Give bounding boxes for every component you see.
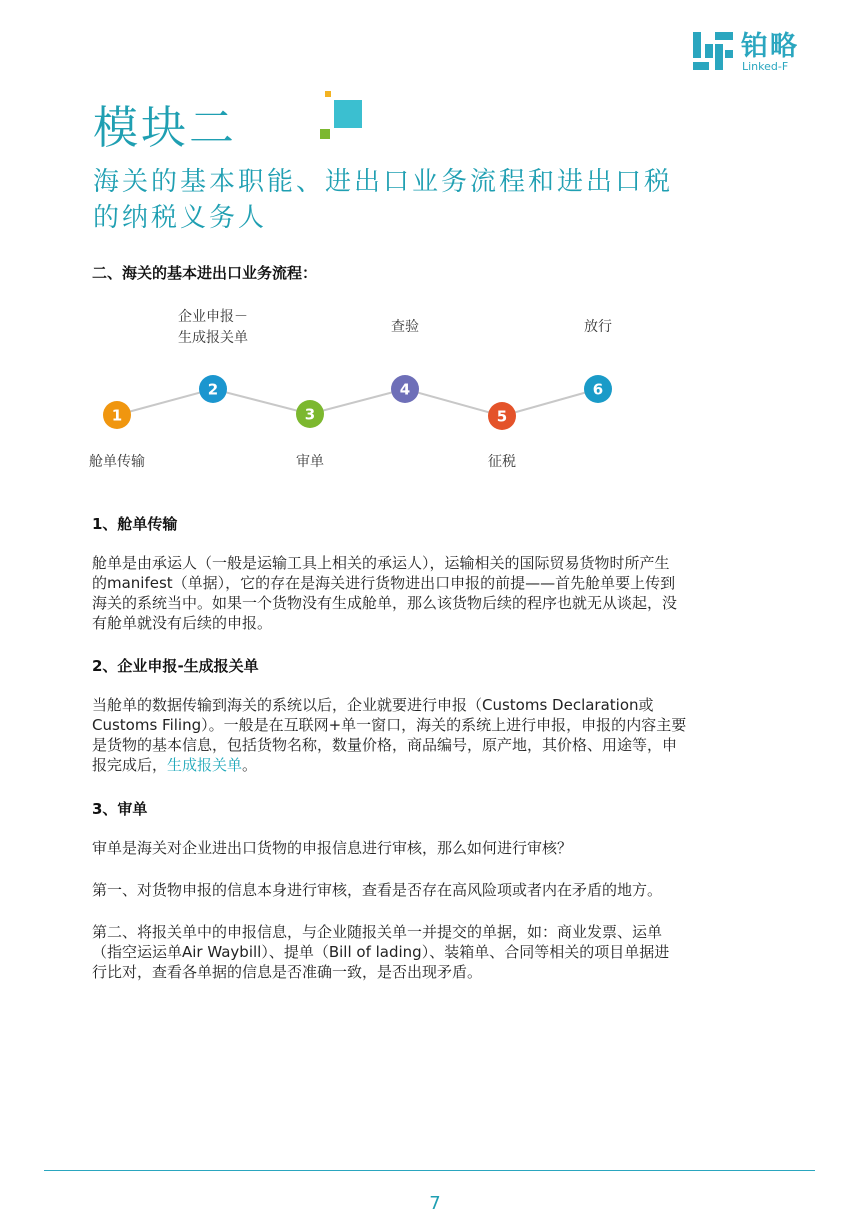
s1-paragraph	[92, 553, 792, 633]
s2-heading: 2、企业申报-生成报关单	[92, 657, 259, 675]
s2-line-4-c: 。	[242, 756, 258, 774]
flow-step-1-label: 舱单传输	[89, 454, 145, 470]
subtitle-line-1: 海关的基本职能、进出口业务流程和进出口税	[93, 167, 674, 197]
flow-step-1-node	[103, 401, 131, 429]
flow-step-4-node	[391, 375, 419, 403]
s3-paragraph-1: 审单是海关对企业进出口货物的申报信息进行审核，那么如何进行审核？	[92, 839, 573, 857]
brand-logo	[693, 30, 813, 74]
flow-connector-line	[117, 389, 598, 416]
s1-heading: 1、舱单传输	[92, 515, 178, 533]
svg-text:2: 2	[207, 380, 219, 399]
s3-paragraph-2: 第一、对货物申报的信息本身进行审核，查看是否存在高风险项或者内在矛盾的地方。	[92, 881, 663, 899]
flow-step-5-label: 征税	[488, 454, 516, 470]
s2-highlight-text: 生成报关单	[167, 756, 243, 774]
page-number: 7	[429, 1193, 441, 1214]
svg-text:1: 1	[111, 406, 123, 425]
svg-text:4: 4	[399, 380, 411, 399]
s2-paragraph	[92, 695, 792, 775]
s2-line-4	[92, 755, 792, 775]
decor-square-small	[325, 91, 331, 97]
brand-name-en: Linked-F	[742, 60, 789, 73]
decor-square-large	[334, 100, 362, 128]
s1-line-1: 舱单是由承运人（一般是运输工具上相关的承运人），运输相关的国际贸易货物时所产生	[92, 554, 670, 572]
s1-line-2: 的manifest（单据），它的存在是海关进行货物进出口申报的前提——首先舱单要上传到	[92, 574, 676, 592]
subtitle-line-2: 的纳税义务人	[93, 203, 268, 233]
flow-step-4-label: 查验	[391, 319, 419, 335]
svg-text:5: 5	[496, 407, 508, 426]
footer-divider	[44, 1170, 815, 1171]
flow-step-2-label-line2: 生成报关单	[178, 330, 248, 346]
flow-step-3-node	[296, 400, 324, 428]
section-heading: 二、海关的基本进出口业务流程：	[92, 264, 318, 282]
svg-text:3: 3	[304, 405, 316, 424]
s3-paragraph-3	[92, 922, 792, 982]
flow-step-2-node	[199, 375, 227, 403]
svg-text:6: 6	[592, 380, 604, 399]
module-title: 模块二	[93, 101, 238, 154]
flow-step-2-label	[163, 307, 263, 349]
flow-step-5-node	[488, 402, 516, 430]
brand-name-cn: 铂略	[741, 31, 799, 62]
s3-p3-line-2: （指空运运单Air Waybill）、提单（Bill of lading）、装箱单、合同等相关的项目单据进	[92, 943, 670, 961]
flow-step-6-label: 放行	[584, 319, 612, 335]
s2-line-3: 是货物的基本信息，包括货物名称，数量价格，商品编号，原产地，其价格、用途等，申	[92, 736, 678, 754]
process-flow-diagram	[0, 300, 850, 490]
s3-heading: 3、审单	[92, 800, 148, 818]
s1-line-3: 海关的系统当中。如果一个货物没有生成舱单，那么该货物后续的程序也就无从谈起，没	[92, 594, 678, 612]
s3-p3-line-3: 行比对，查看各单据的信息是否准确一致，是否出现矛盾。	[92, 963, 483, 981]
flow-step-3-label: 审单	[296, 454, 324, 470]
s2-line-1: 当舱单的数据传输到海关的系统以后，企业就要进行申报（Customs Declaration或	[92, 696, 654, 714]
s1-line-4: 有舱单就没有后续的申报。	[92, 614, 273, 632]
flow-step-6-node	[584, 375, 612, 403]
decor-square-green	[320, 129, 330, 139]
s2-line-2: Customs Filing）。一般是在互联网+单一窗口，海关的系统上进行申报，申报的内容主要	[92, 716, 687, 734]
s2-line-4-a: 报完成后，	[92, 756, 168, 774]
brand-mark-icon	[693, 32, 735, 72]
flow-step-2-label-line1: 企业申报－	[178, 309, 248, 325]
module-subtitle	[93, 164, 743, 236]
s3-p3-line-1: 第二、将报关单中的申报信息，与企业随报关单一并提交的单据，如：商业发票、运单	[92, 923, 663, 941]
